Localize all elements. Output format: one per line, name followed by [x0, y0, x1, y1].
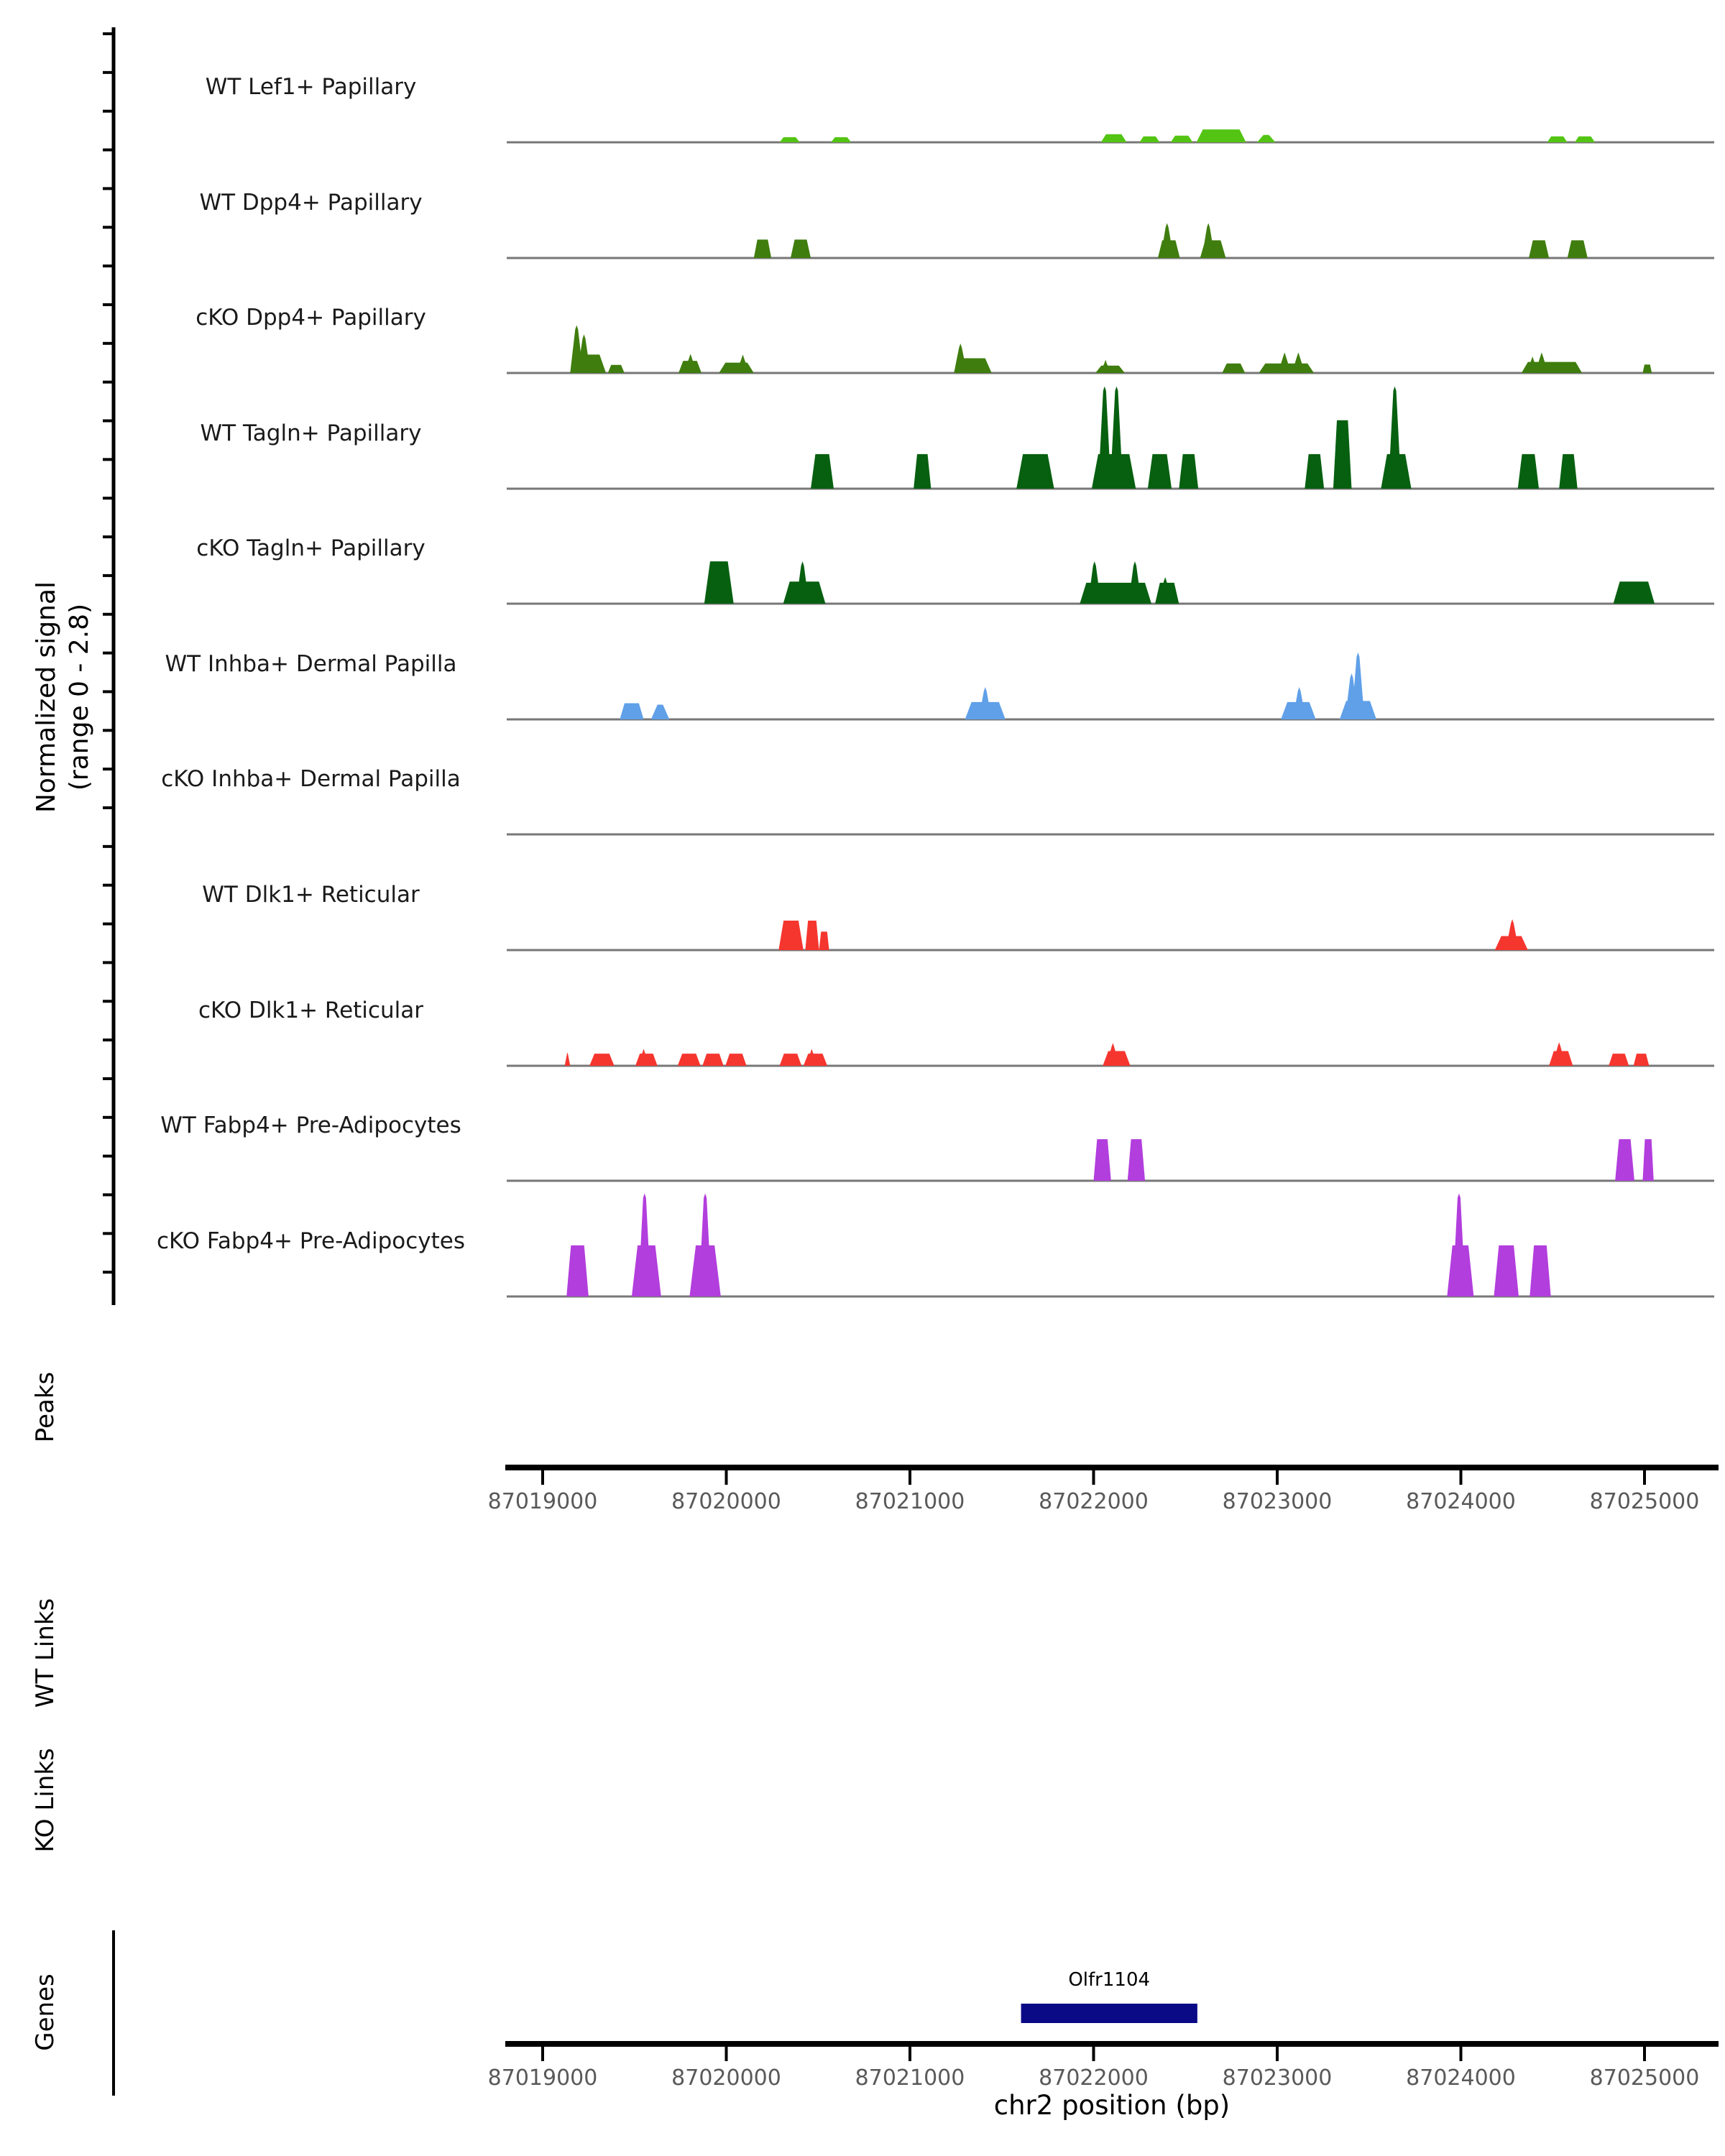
axis-tick-label: 87020000	[671, 2065, 781, 2091]
signal-spike	[1506, 919, 1519, 950]
track-label: WT Dlk1+ Reticular	[202, 882, 420, 908]
signal-peak	[805, 921, 819, 950]
signal-peak	[1615, 1139, 1634, 1181]
signal-peak	[678, 1054, 701, 1066]
signal-peak	[589, 1054, 614, 1066]
axis-tick-label: 87020000	[671, 1489, 781, 1514]
track-label: WT Fabp4+ Pre-Adipocytes	[160, 1112, 461, 1138]
signal-peak	[620, 703, 643, 719]
signal-spike	[1389, 387, 1402, 489]
genes-section-line	[112, 1930, 115, 2096]
signal-peak	[1642, 364, 1652, 373]
signal-peak	[1101, 134, 1127, 142]
signal-peak	[651, 705, 670, 719]
signal-spike	[1453, 1194, 1466, 1296]
track-label: WT Lef1+ Papillary	[205, 74, 417, 100]
signal-peak	[780, 137, 800, 142]
signal-spike	[638, 1194, 651, 1296]
signal-peak	[1568, 240, 1588, 258]
x-axis-title: chr2 position (bp)	[993, 2090, 1230, 2121]
gene-body-olfr1104	[1021, 2004, 1197, 2023]
signal-peak	[1642, 1139, 1653, 1181]
signal-peak	[1171, 136, 1193, 142]
signal-peak	[1222, 364, 1245, 373]
signal-spike	[1292, 352, 1305, 373]
signal-peak	[1016, 454, 1054, 489]
signal-peak	[831, 137, 851, 142]
signal-peak	[1529, 240, 1549, 258]
signal-peak	[914, 454, 931, 489]
axis-tick-label: 87019000	[487, 1489, 598, 1514]
signal-peak	[819, 931, 829, 950]
signal-peak	[1139, 137, 1159, 142]
track-label: cKO Tagln+ Papillary	[196, 535, 426, 561]
signal-peak	[702, 1054, 723, 1066]
signal-peak	[1547, 137, 1568, 142]
signal-peak	[754, 239, 771, 258]
signal-spike	[1098, 387, 1111, 489]
signal-spike	[1088, 561, 1101, 604]
signal-peak	[1530, 1245, 1550, 1296]
track-label: cKO Inhba+ Dermal Papilla	[161, 766, 461, 792]
track-label: cKO Fabp4+ Pre-Adipocytes	[157, 1228, 465, 1254]
axis-tick-label: 87022000	[1039, 1489, 1149, 1514]
signal-peak	[1559, 454, 1578, 489]
signal-peak	[1609, 1054, 1629, 1066]
signal-peak	[780, 1054, 802, 1066]
signal-peak	[1333, 420, 1352, 489]
axis-tick-label: 87021000	[855, 2065, 965, 2091]
track-label: WT Dpp4+ Papillary	[199, 190, 423, 216]
gene-name-label: Olfr1104	[1068, 1969, 1151, 1991]
axis-tick-label: 87021000	[855, 1489, 965, 1514]
axis-tick-label: 87019000	[487, 2065, 598, 2091]
signal-spike	[1128, 561, 1141, 604]
track-label: WT Tagln+ Papillary	[200, 420, 422, 446]
signal-peak	[1634, 1054, 1650, 1066]
signal-peak	[811, 454, 834, 489]
signal-spike	[1110, 387, 1123, 489]
signal-peak	[778, 921, 803, 950]
track-label: WT Inhba+ Dermal Papilla	[165, 651, 457, 677]
axis-tick-label: 87025000	[1589, 1489, 1700, 1514]
signal-peak	[1305, 454, 1324, 489]
signal-peak	[1094, 1139, 1111, 1181]
signal-peak	[1197, 129, 1246, 142]
signal-peak	[1148, 454, 1172, 489]
axis-tick-label: 87024000	[1406, 1489, 1516, 1514]
signal-spike	[699, 1194, 712, 1296]
genome-browser-figure: Normalized signal (range 0 - 2.8) Peaks WT Links KO Links Genes WT Lef1+ Papillary WT Dpp4+ Papillary cKO Dpp4+ Papillary WT Tagln+ Papillary cKO Tagln+ Papillary WT Inhba+ Dermal Papilla cKO Inhba+ Dermal Papilla WT Dlk1+ Reticular cKO Dlk1+ Reticular WT Fabp4+ Pre-Adipocytes cKO Fabp4+ Pre-Adipocytes 87019000 87020000 87021000 87022000 87023000 87024000 87025000 87019000 87020000 87021000 87022000 87023000 87024000 87025000 Olfr1104 chr2 position (bp)	[0, 0, 1725, 2156]
signal-peak	[1128, 1139, 1145, 1181]
track-label: cKO Dlk1+ Reticular	[198, 998, 423, 1023]
signal-peak	[1257, 135, 1276, 142]
signal-peak	[1494, 1245, 1518, 1296]
y-axis-title-line2: (range 0 - 2.8)	[65, 603, 94, 791]
signal-peak	[1575, 137, 1595, 142]
axis-tick-label: 87022000	[1039, 2065, 1149, 2091]
track-label: cKO Dpp4+ Papillary	[196, 305, 426, 331]
axis-tick-label: 87023000	[1222, 1489, 1333, 1514]
signal-peak	[608, 365, 625, 373]
signal-peak	[1518, 454, 1539, 489]
signal-spike	[1278, 352, 1291, 373]
signal-peak	[791, 239, 811, 258]
axis-tick-label: 87025000	[1589, 2065, 1700, 2091]
signal-peak	[725, 1054, 746, 1066]
signal-peak	[565, 1053, 571, 1066]
signal-peak	[1614, 581, 1655, 604]
signal-peak	[704, 561, 734, 604]
y-axis-title-line1: Normalized signal	[32, 581, 61, 814]
signal-peak	[566, 1245, 589, 1296]
axis-tick-label: 87023000	[1222, 2065, 1333, 2091]
axis-tick-label: 87024000	[1406, 2065, 1516, 2091]
signal-peak	[1179, 454, 1198, 489]
